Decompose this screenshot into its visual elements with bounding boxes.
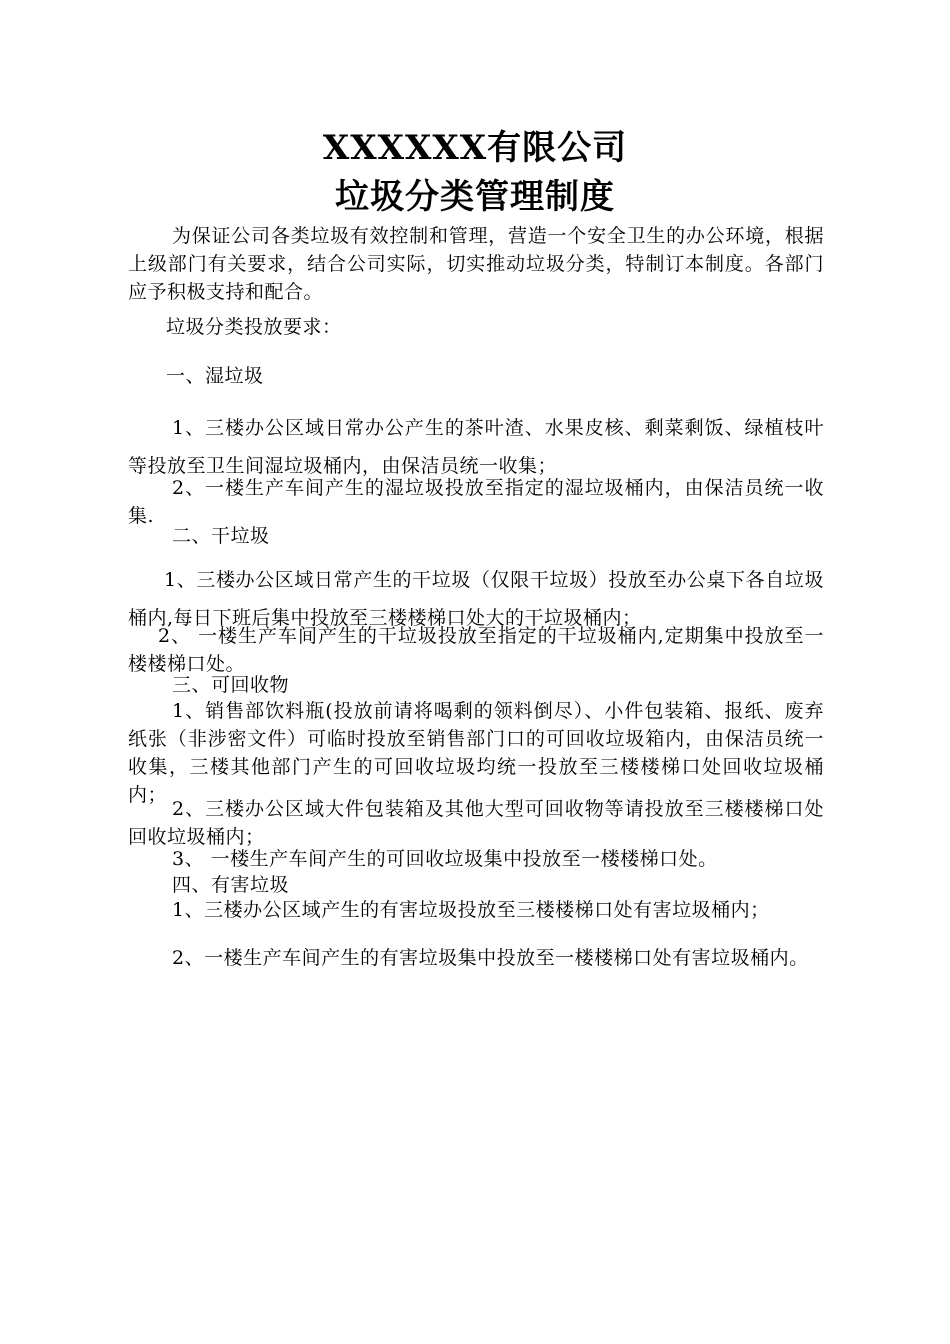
document-title: 垃圾分类管理制度 — [335, 177, 615, 217]
section-heading-wet: 一、湿垃圾 — [166, 365, 264, 387]
section-recyclable-item-3: 3、 一楼生产车间产生的可回收垃圾集中投放至一楼楼梯口处。 — [172, 848, 718, 870]
section-hazardous-item-1: 1、三楼办公区域产生的有害垃圾投放至三楼楼梯口处有害垃圾桶内； — [172, 899, 770, 921]
section-recyclable-item-2: 2、三楼办公区域大件包装箱及其他大型可回收物等请投放至三楼楼梯口处回收垃圾桶内； — [128, 798, 824, 848]
section-heading-hazardous: 四、有害垃圾 — [172, 874, 290, 896]
section-wet-item-1: 1、三楼办公区域日常办公产生的茶叶渣、水果皮核、剩菜剩饭、绿植枝叶等投放至卫生间湿垃圾桶内，由保洁员统一收集； — [128, 417, 824, 477]
section-dry-item-2: 2、 一楼生产车间产生的干垃圾投放至指定的干垃圾桶内,定期集中投放至一楼楼梯口处。 — [128, 625, 824, 675]
section-heading-recyclable: 三、可回收物 — [172, 674, 290, 696]
section-recyclable-item-1: 1、销售部饮料瓶(投放前请将喝剩的领料倒尽）、小件包装箱、报纸、废弃纸张（非涉密文件）可临时投放至销售部门口的可回收垃圾箱内，由保洁员统一收集，三楼其他部门产生的可回收垃圾均统一投放至三楼楼梯口处回收垃圾桶内； — [128, 700, 824, 806]
section-wet-item-2: 2、一楼生产车间产生的湿垃圾投放至指定的湿垃圾桶内，由保洁员统一收集. — [128, 477, 824, 527]
section-hazardous-item-2: 2、一楼生产车间产生的有害垃圾集中投放至一楼楼梯口处有害垃圾桶内。 — [172, 947, 809, 969]
intro-paragraph: 为保证公司各类垃圾有效控制和管理，营造一个安全卫生的办公环境，根据上级部门有关要求，结合公司实际，切实推动垃圾分类，特制订本制度。各部门应予积极支持和配合。 — [128, 225, 824, 303]
section-dry-item-1: 1、三楼办公区域日常产生的干垃圾（仅限干垃圾）投放至办公桌下各自垃圾桶内,每日下班后集中投放至三楼楼梯口处大的干垃圾桶内； — [128, 569, 824, 629]
requirements-heading: 垃圾分类投放要求： — [166, 316, 342, 338]
section-heading-dry: 二、干垃圾 — [172, 525, 270, 547]
company-title: XXXXXX有限公司 — [322, 128, 628, 168]
